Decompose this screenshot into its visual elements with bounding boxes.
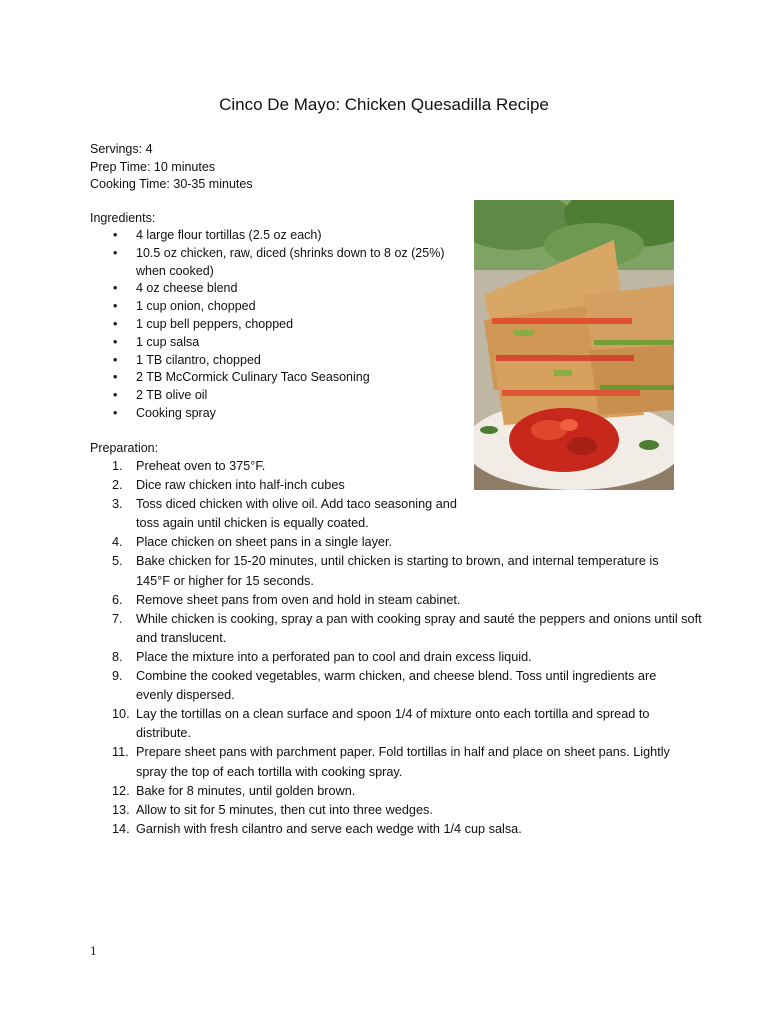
- bullet-icon: •: [113, 388, 118, 403]
- ingredient-item: • 4 large flour tortillas (2.5 oz each): [90, 227, 460, 245]
- step-text: Remove sheet pans from oven and hold in steam cabinet.: [136, 592, 461, 607]
- ingredient-item: • Cooking spray: [90, 405, 460, 423]
- step-item: [90, 591, 690, 610]
- cooking-time: Cooking Time: 30-35 minutes: [90, 177, 253, 191]
- ingredient-item: • 1 cup bell peppers, chopped: [90, 316, 460, 334]
- step-number: 5.: [112, 554, 123, 569]
- step-number: 8.: [112, 649, 123, 664]
- step-number: 14.: [112, 821, 130, 836]
- ingredient-item: • 1 cup onion, chopped: [90, 298, 460, 316]
- ingredient-item: • 1 TB cilantro, chopped: [90, 352, 460, 370]
- step-text: Preheat oven to 375°F.: [136, 459, 266, 473]
- ingredient-item: • 1 cup salsa: [90, 334, 460, 352]
- prep-time: Prep Time: 10 minutes: [90, 159, 216, 174]
- step-text: Bake chicken for 15-20 minutes, until chicken is starting to brown, and internal temperature is 145°F or higher for 15 seconds.: [136, 554, 659, 588]
- step-number: 1.: [112, 459, 123, 473]
- step-number: 4.: [112, 535, 123, 550]
- preparation-steps: [90, 457, 702, 839]
- step-item: [90, 743, 690, 781]
- bullet-icon: •: [113, 405, 118, 420]
- bullet-icon: •: [113, 245, 118, 260]
- preparation-heading: Preparation:: [90, 441, 159, 455]
- step-number: 3.: [112, 497, 123, 512]
- step-number: 12.: [112, 783, 130, 798]
- step-number: 11.: [112, 745, 129, 760]
- bullet-icon: •: [113, 281, 118, 296]
- ingredient-item: • 2 TB olive oil: [90, 387, 460, 405]
- step-text: Prepare sheet pans with parchment paper. Fold tortillas in half and place on sheet pans. Lightly spray the top of each tortilla with cooking spray.: [136, 745, 670, 779]
- step-number: 2.: [112, 478, 123, 493]
- step-item: [90, 457, 690, 476]
- quesadilla-photo: [474, 200, 674, 490]
- step-number: 10.: [112, 707, 130, 722]
- step-text: Combine the cooked vegetables, warm chicken, and cheese blend. Toss until ingredients are evenly dispersed.: [136, 669, 657, 703]
- page-number: 1: [90, 943, 97, 958]
- servings: Servings: 4: [90, 142, 153, 156]
- step-item: [90, 552, 676, 590]
- step-item: [90, 705, 701, 743]
- step-text: Bake for 8 minutes, until golden brown.: [136, 783, 356, 798]
- step-text: Toss diced chicken with olive oil. Add taco seasoning and toss again until chicken is equally coated.: [136, 497, 457, 531]
- ingredient-item: • 2 TB McCormick Culinary Taco Seasoning: [90, 369, 460, 387]
- step-item: [90, 648, 690, 667]
- step-item: [90, 667, 690, 705]
- step-item: [90, 610, 711, 648]
- step-number: 7.: [112, 611, 123, 626]
- bullet-icon: •: [113, 352, 118, 367]
- step-text: Garnish with fresh cilantro and serve each wedge with 1/4 cup salsa.: [136, 821, 522, 836]
- bullet-icon: •: [113, 299, 118, 314]
- step-number: 13.: [112, 802, 130, 817]
- step-text: Lay the tortillas on a clean surface and spoon 1/4 of mixture onto each tortilla and spread to distribute.: [136, 707, 650, 741]
- step-item: [90, 533, 690, 552]
- step-item: [90, 495, 460, 533]
- step-item: [90, 476, 690, 495]
- ingredient-item: • 4 oz cheese blend: [90, 280, 460, 298]
- ingredients-heading: Ingredients:: [90, 211, 156, 225]
- bullet-icon: •: [113, 334, 118, 349]
- quesadilla-illustration: [474, 200, 674, 490]
- step-text: Dice raw chicken into half-inch cubes: [136, 478, 345, 493]
- step-item: [90, 801, 690, 820]
- bullet-icon: •: [113, 316, 118, 331]
- step-item: [90, 782, 690, 801]
- ingredient-item: • 10.5 oz chicken, raw, diced (shrinks down to 8 oz (25%) when cooked): [113, 245, 445, 278]
- recipe-title: Cinco De Mayo: Chicken Quesadilla Recipe: [219, 95, 549, 114]
- recipe-meta: [90, 141, 253, 194]
- step-number: 9.: [112, 669, 123, 684]
- bullet-icon: •: [113, 228, 118, 242]
- ingredients-list: [90, 227, 460, 423]
- step-item: [90, 820, 690, 839]
- bullet-icon: •: [113, 370, 118, 385]
- step-text: Allow to sit for 5 minutes, then cut into three wedges.: [136, 802, 433, 817]
- step-text: Place the mixture into a perforated pan to cool and drain excess liquid.: [136, 649, 532, 664]
- step-text: Place chicken on sheet pans in a single layer.: [136, 535, 393, 550]
- step-number: 6.: [112, 592, 123, 607]
- step-text: While chicken is cooking, spray a pan with cooking spray and sauté the peppers and onions until soft and translucent.: [136, 611, 702, 645]
